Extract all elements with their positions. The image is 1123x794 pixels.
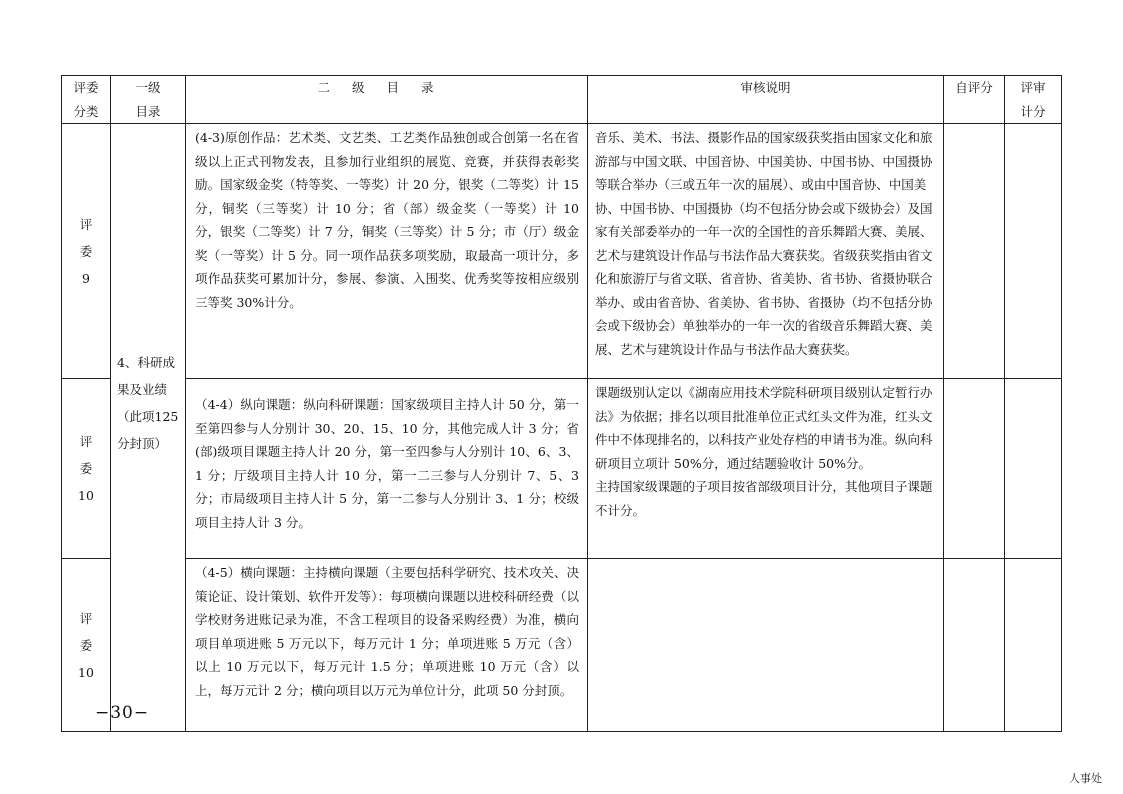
header-level1: 一级目录: [111, 76, 186, 124]
header-level2: 二级目录: [186, 76, 588, 124]
page-number: −30−: [95, 703, 150, 723]
audit-cell: 课题级别认定以《湖南应用技术学院科研项目级别认定暂行办法》为依据；排名以项目批准单位正式红头文件为准，红头文件中不体现排名的，以科技产业处存档的申请书为准。纵向科研项目立项计 50%分，通过结题验收计 50%分。 主持国家级课题的子项目按省部级项目计分，其他项目子课题不计分。: [588, 379, 944, 559]
header-audit: 审核说明: [588, 76, 944, 124]
content-cell: （4-5）横向课题：主持横向课题（主要包括科学研究、技术攻关、决策论证、设计策划、软件开发等）：每项横向课题以进校科研经费（以学校财务进账记录为准，不含工程项目的设备采购经费）为准，横向项目单项进账 5 万元以下，每万元计 1 分；单项进账 5 万元（含）以上 10 万元以下，每万元计 1.5 分；单项进账 10 万元（含）以上，每万元计 2 分；横向项目以万元为单位计分，此项 50 分封顶。: [186, 559, 588, 732]
department-stamp: 人事处: [1069, 772, 1102, 785]
category-cell: 评 委 10: [62, 559, 111, 732]
header-row: [62, 76, 1062, 124]
category-cell: 评 委 10: [62, 379, 111, 559]
scoring-table: [61, 75, 1062, 732]
self-score-cell[interactable]: [944, 379, 1005, 559]
audit-cell: 音乐、美术、书法、摄影作品的国家级获奖指由国家文化和旅游部与中国文联、中国音协、中国美协、中国书协、中国摄协等联合举办（三或五年一次的届展）、或由中国音协、中国美协、中国书协、中国摄协（均不包括分协会或下级协会）及国家有关部委举办的一年一次的全国性的音乐舞蹈大赛、美展、艺术与建筑设计作品与书法作品大赛获奖。省级获奖指由省文化和旅游厅与省文联、省音协、省美协、省书协、省摄协联合举办、或由省音协、省美协、省书协、省摄协（均不包括分协会或下级协会）单独举办的一年一次的省级音乐舞蹈大赛、美展、艺术与建筑设计作品与书法作品大赛获奖。: [588, 124, 944, 379]
header-self-score: 自评分: [944, 76, 1005, 124]
header-category: 评委分类: [62, 76, 111, 124]
review-score-cell[interactable]: [1005, 379, 1062, 559]
header-review-score: 评审计分: [1005, 76, 1062, 124]
self-score-cell[interactable]: [944, 559, 1005, 732]
table-row: [62, 124, 1062, 379]
table-row: [62, 559, 1062, 732]
category-cell: 评 委 9: [62, 124, 111, 379]
review-score-cell[interactable]: [1005, 124, 1062, 379]
content-cell: (4-3)原创作品：艺术类、文艺类、工艺类作品独创或合创第一名在省级以上正式刊物发表，且参加行业组织的展览、竞赛，并获得表彰奖励。国家级金奖（特等奖、一等奖）计 20 分，银奖（二等奖）计 15 分，铜奖（三等奖）计 10 分；省（部）级金奖（一等奖）计 10 分，银奖（二等奖）计 7 分，铜奖（三等奖）计 5 分；市（厅）级金奖（一等奖）计 5 分。同一项作品获多项奖励，取最高一项计分，多项作品获奖可累加计分，参展、参演、入围奖、优秀奖等按相应级别三等奖 30%计分。: [186, 124, 588, 379]
review-score-cell[interactable]: [1005, 559, 1062, 732]
audit-cell: [588, 559, 944, 732]
content-cell: （4-4）纵向课题：纵向科研课题：国家级项目主持人计 50 分，第一至第四参与人分别计 30、20、15、10 分，其他完成人计 3 分；省(部)级项目课题主持人计 20 分，第一至四参与人分别计 10、6、3、1 分；厅级项目主持人计 10 分，第一二三参与人分别计 7、5、3 分；市局级项目主持人计 5 分，第一二参与人分别计 3、1 分；校级项目主持人计 3 分。: [186, 379, 588, 559]
table-row: [62, 379, 1062, 559]
self-score-cell[interactable]: [944, 124, 1005, 379]
level1-cell: 4、科研成果及业绩（此项125分封顶）: [111, 124, 186, 732]
